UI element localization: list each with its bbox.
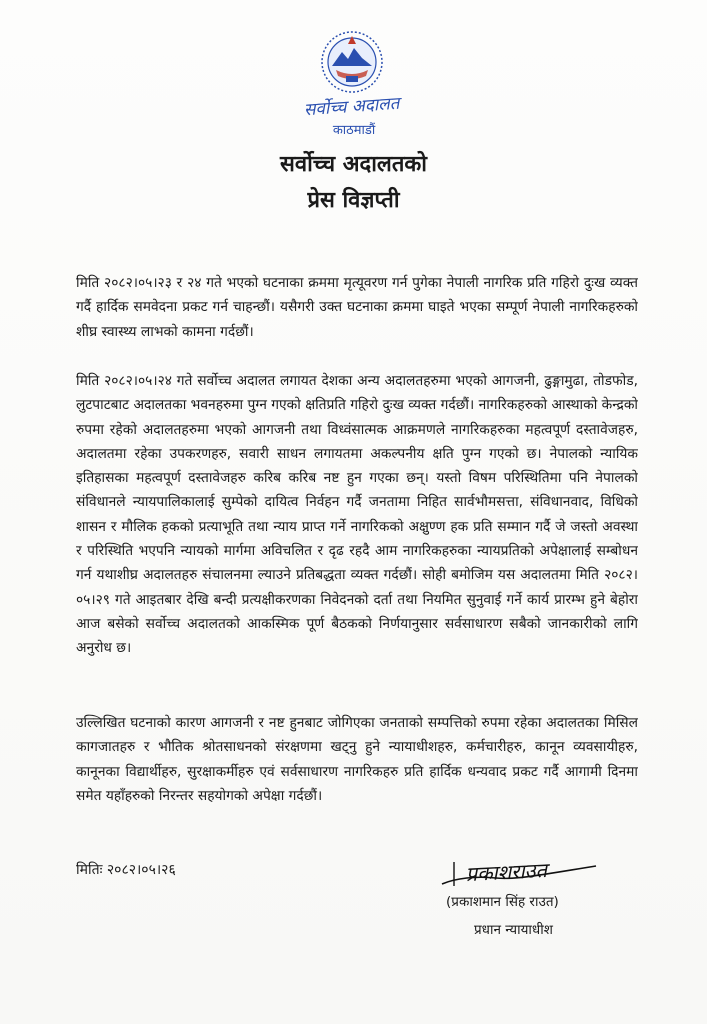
page-title: सर्वोच्च अदालतको (280, 152, 427, 177)
signatory-name: (प्रकाशमान सिंह राउत) (446, 894, 559, 910)
signatory-title: प्रधान न्यायाधीश (474, 922, 553, 938)
signature-script: प्रकाशराउत (465, 857, 548, 887)
signature-image (436, 848, 608, 896)
release-date: मितिः २०८२।०५।२६ (76, 862, 176, 878)
emblem-text-top: सर्वोच्च अदालत (303, 93, 401, 121)
paragraph-condolence: मिति २०८२।०५।२३ र २४ गते भएको घटनाका क्रममा मृत्यूवरण गर्न पुगेका नेपाली नागरिक प्रति गहिरो दुःख व्यक्त गर्दै हार्दिक समवेदना प्रकट गर्न चाहन्छौं। यसैगरी उक्त घटनाका क्रममा घाइते भएका सम्पूर्ण नेपाली नागरिकहरुको शीघ्र स्वास्थ्य लाभको कामना गर्दछौं। (76, 275, 638, 340)
emblem-seal (322, 32, 382, 92)
paragraph-damage-statement: मिति २०८२।०५।२४ गते सर्वोच्च अदालत लगायत देशका अन्य अदालतहरुमा भएको आगजनी, ढुङ्गामुढा, तोडफोड, लुटपाटबाट अदालतका भवनहरुमा पुग्न गएको क्षतिप्रति गहिरो दुःख व्यक्त गर्दछौं। नागरिकहरुको आस्थाको केन्द्रको रुपमा रहेको अदालतहरुमा भएको आगजनी तथा विध्वंसात्मक आक्रमणले नागरिकहरुका महत्वपूर्ण दस्तावेजहरु, अदालतमा रहेका उपकरणहरु, सवारी साधन लगायतमा अकल्पनीय क्षति पुग्न गएको छ। नेपालको न्यायिक इतिहासका महत्वपूर्ण दस्तावेजहरु करिब करिब नष्ट हुन गएका छन्। यस्तो विषम परिस्थितिमा पनि नेपालको संविधानले न्यायपालिकालाई सुम्पेको दायित्व निर्वहन गर्दै जनतामा निहित सार्वभौमसत्ता, संविधानवाद, विधिको शासन र मौलिक हकको प्रत्याभूति तथा न्याय प्राप्त गर्ने नागरिकको अक्षुण्ण हक प्रति सम्मान गर्दै जे जस्तो अवस्था र परिस्थिति भएपनि न्यायको मार्गमा अविचलित र दृढ रहदै आम नागरिकहरुका न्यायप्रतिको अपेक्षालाई सम्बोधन गर्न यथाशीघ्र अदालतहरु संचालनमा ल्याउने प्रतिबद्धता व्यक्त गर्दछौं। सोही बमोजिम यस अदालतमा मिति २०८२।०५।२९ गते आइतबार देखि बन्दी प्रत्यक्षीकरणका निवेदनको दर्ता तथा नियमित सुनुवाई गर्ने कार्य प्रारम्भ हुने बेहोरा आज बसेको सर्वोच्च अदालतको आकस्मिक पूर्ण बैठकको निर्णयानुसार सर्वसाधारण सबैको जानकारीको लागि अनुरोध छ। (76, 373, 638, 657)
supreme-court-emblem-icon (292, 26, 412, 142)
emblem-text-bottom: काठमाडौं (332, 123, 376, 138)
paragraph-gratitude: उल्लिखित घटनाको कारण आगजनी र नष्ट हुनबाट जोगिएका जनताको सम्पत्तिको रुपमा रहेका अदालतका मिसिल कागजातहरु र भौतिक श्रोतसाधनको संरक्षणमा खट्नु हुने न्यायाधीशहरु, कर्मचारीहरु, कानून व्यवसायीहरु, कानूनका विद्यार्थीहरु, सुरक्षाकर्मीहरु एवं सर्वसाधारण नागरिकहरु प्रति हार्दिक धन्यवाद प्रकट गर्दै आगामी दिनमा समेत यहाँहरुको निरन्तर सहयोगको अपेक्षा गर्दछौं। (76, 715, 638, 804)
page-subtitle: प्रेस विज्ञप्ती (307, 188, 400, 213)
